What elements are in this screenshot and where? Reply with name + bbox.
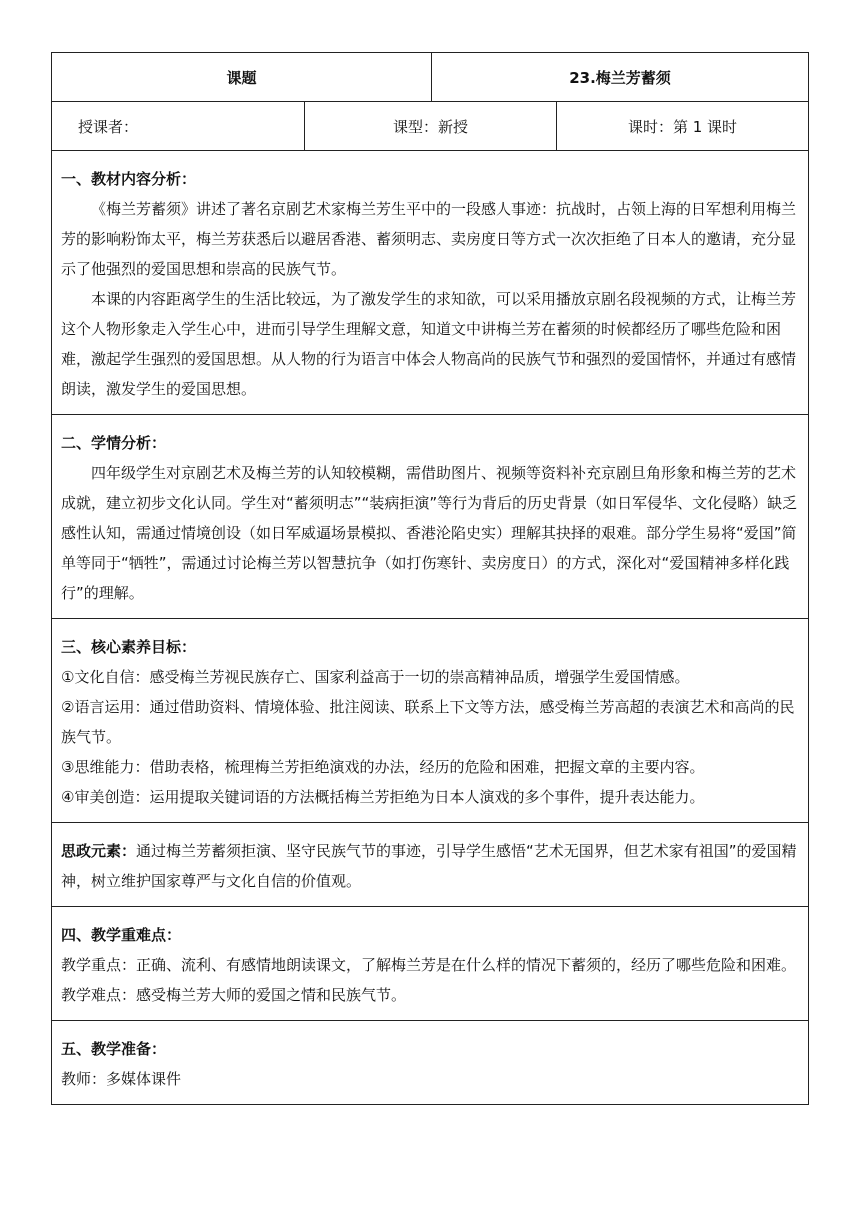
section-title: 三、核心素养目标：	[61, 638, 197, 656]
paragraph: 《梅兰芳蓄须》讲述了著名京剧艺术家梅兰芳生平中的一段感人事迹：抗战时，占领上海的日军想利用梅兰芳的影响粉饰太平，梅兰芳获悉后以避居香港、蓄须明志、卖房度日等方式一次次拒绝了日本人的邀请，充分显示了他强烈的爱国思想和崇高的民族气节。	[61, 200, 797, 278]
key-point: 教学重点：正确、流利、有感情地朗读课文，了解梅兰芳是在什么样的情况下蓄须的，经历了哪些危险和困难。	[61, 956, 797, 974]
section-title: 二、学情分析：	[61, 434, 167, 452]
topic-value: 23.梅兰芳蓄须	[431, 53, 808, 101]
period-cell: 课时：第 1 课时	[556, 102, 808, 150]
goal-item: ④审美创造：运用提取关键词语的方法概括梅兰芳拒绝为日本人演戏的多个事件，提升表达能力。	[61, 788, 705, 806]
teacher-cell: 授课者：	[78, 117, 139, 136]
section-student-analysis	[52, 415, 808, 619]
meta-row	[52, 102, 808, 151]
section-core-goals	[52, 619, 808, 823]
section-textbook-analysis	[52, 151, 808, 415]
paragraph: 四年级学生对京剧艺术及梅兰芳的认知较模糊，需借助图片、视频等资料补充京剧旦角形象和梅兰芳的艺术成就，建立初步文化认同。学生对“蓄须明志”“装病拒演”等行为背后的历史背景（如日军侵华、文化侵略）缺乏感性认知，需通过情境创设（如日军威逼场景模拟、香港沦陷史实）理解其抉择的艰难。部分学生易将“爱国”简单等同于“牺牲”，需通过讨论梅兰芳以智慧抗争（如打伤寒针、卖房度日）的方式，深化对“爱国精神多样化践行”的理解。	[61, 464, 798, 602]
goal-item: ①文化自信：感受梅兰芳视民族存亡、国家利益高于一切的崇高精神品质，增强学生爱国情感。	[61, 668, 690, 686]
section-preparation	[52, 1021, 808, 1104]
section-ideology	[52, 823, 808, 907]
goal-item: ③思维能力：借助表格，梳理梅兰芳拒绝演戏的办法，经历的危险和困难，把握文章的主要内容。	[61, 758, 705, 776]
lesson-plan-table	[51, 52, 809, 1105]
topic-label: 课题	[226, 68, 257, 87]
goal-item: ②语言运用：通过借助资料、情境体验、批注阅读、联系上下文等方法，感受梅兰芳高超的表演艺术和高尚的民族气节。	[61, 698, 795, 746]
topic-row	[52, 53, 808, 102]
ideology-paragraph	[61, 836, 799, 896]
section-title: 五、教学准备：	[61, 1040, 167, 1058]
difficult-point: 教学难点：感受梅兰芳大师的爱国之情和民族气节。	[61, 986, 407, 1004]
ideology-text: 通过梅兰芳蓄须拒演、坚守民族气节的事迹，引导学生感悟“艺术无国界，但艺术家有祖国”的爱国精神，树立维护国家尊严与文化自信的价值观。	[61, 842, 797, 890]
ideology-lead: 思政元素：	[61, 842, 137, 860]
lesson-type-cell: 课型：新授	[304, 102, 556, 150]
section-title: 四、教学重难点：	[61, 926, 182, 944]
section-title: 一、教材内容分析：	[61, 170, 197, 188]
preparation-text: 教师：多媒体课件	[61, 1070, 182, 1088]
paragraph: 本课的内容距离学生的生活比较远，为了激发学生的求知欲，可以采用播放京剧名段视频的方式，让梅兰芳这个人物形象走入学生心中，进而引导学生理解文意，知道文中讲梅兰芳在蓄须的时候都经历了哪些危险和困难，激起学生强烈的爱国思想。从人物的行为语言中体会人物高尚的民族气节和强烈的爱国情怀，并通过有感情朗读，激发学生的爱国思想。	[61, 290, 797, 398]
section-key-difficult	[52, 907, 808, 1021]
